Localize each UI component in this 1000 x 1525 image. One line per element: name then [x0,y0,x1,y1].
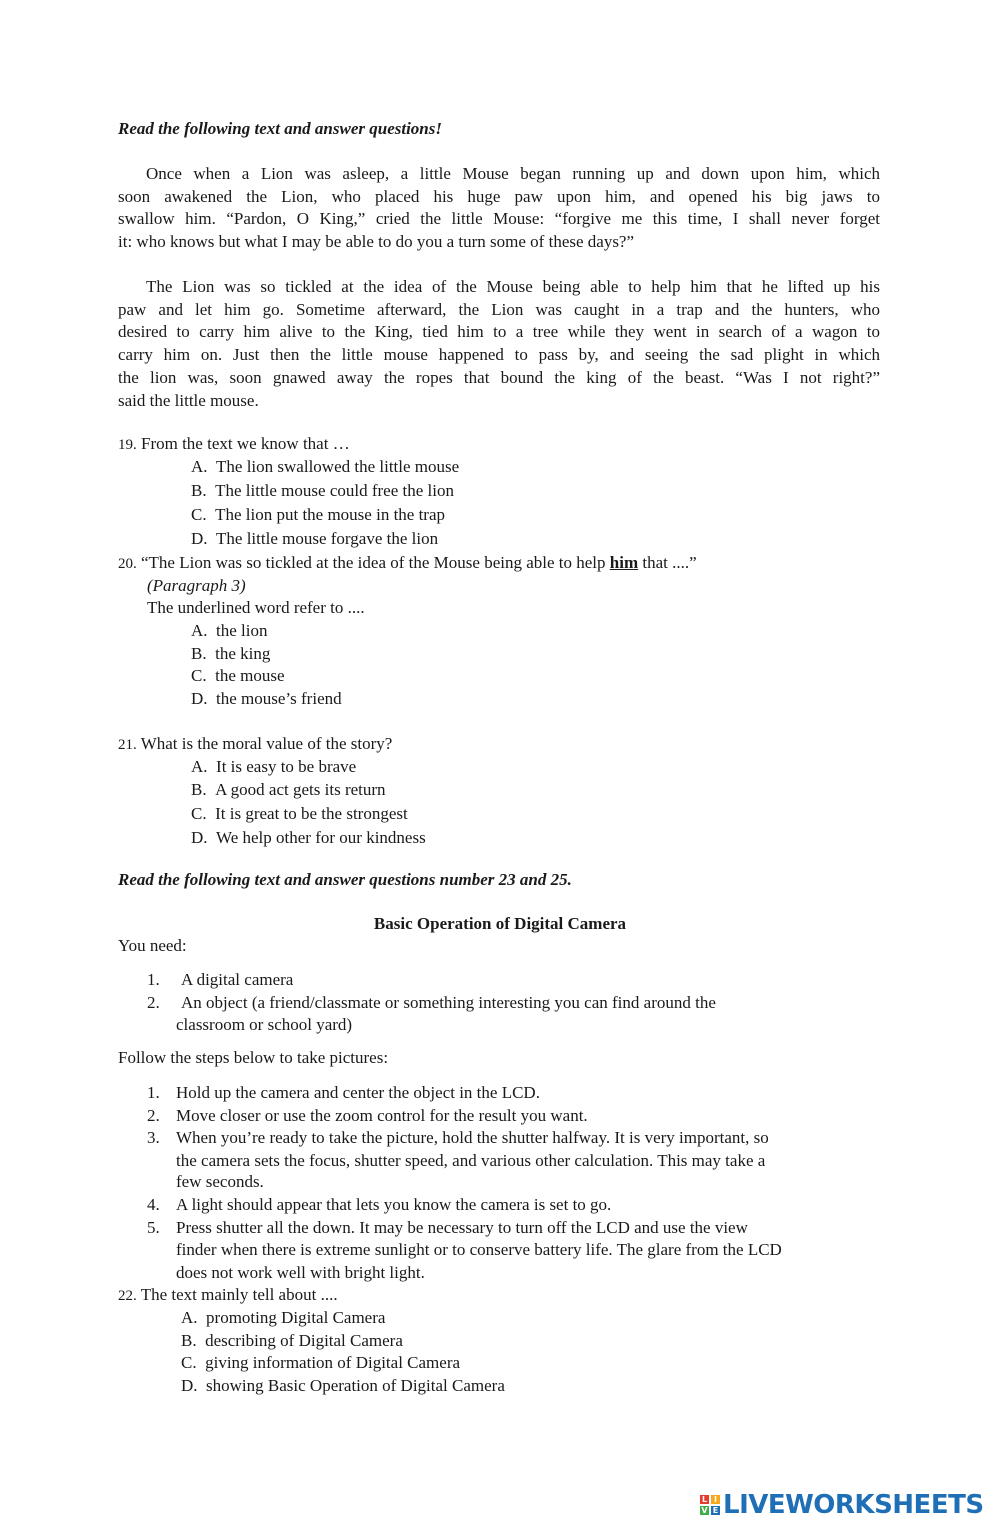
logo-text: LIVEWORKSHEETS [723,1490,984,1520]
option-letter: C. [191,505,207,524]
step-text: When you’re ready to take the picture, hold the shutter halfway. It is very important, so [176,1128,769,1147]
step-text: Move closer or use the zoom control for the result you want. [176,1106,588,1125]
step-number: 1. [147,1083,160,1102]
option-letter: D. [181,1376,198,1395]
option-text: describing of Digital Camera [205,1331,403,1350]
option-letter: A. [191,757,208,776]
option-text: The little mouse forgave the lion [216,529,439,548]
step-text: few seconds. [176,1172,264,1191]
liveworksheets-logo [700,1490,984,1520]
logo-icon [700,1495,720,1515]
option-letter: C. [191,804,207,823]
needs-label: You need: [118,936,187,955]
question-subtext: The underlined word refer to .... [147,598,365,617]
logo-block: L [701,1495,708,1504]
step-text: Press shutter all the down. It may be necessary to turn off the LCD and use the view [176,1218,748,1237]
step-number: 5. [147,1218,160,1237]
logo-block: E [712,1506,719,1515]
option-letter: C. [191,666,207,685]
option-letter: C. [181,1353,197,1372]
option-letter: D. [191,689,208,708]
option-letter: B. [191,481,207,500]
option-text: the mouse’s friend [216,689,342,708]
procedure-title: Basic Operation of Digital Camera [373,914,627,933]
question-number: 21. [118,737,137,753]
q19-option-a[interactable] [191,457,459,477]
option-text: the lion [216,621,268,640]
step-text: finder when there is extreme sunlight or to conserve battery life. The glare from the LCD [176,1240,782,1259]
option-letter: B. [191,644,207,663]
logo-block: I [711,1495,720,1504]
q20-option-a[interactable] [191,621,268,641]
q19-option-b[interactable] [191,481,454,501]
option-text: A good act gets its return [215,780,386,799]
option-text: giving information of Digital Camera [205,1353,461,1372]
q19-option-d[interactable] [191,529,438,549]
step-text: the camera sets the focus, shutter speed, and various other calculation. This may take a [176,1151,766,1170]
option-text: It is easy to be brave [216,757,357,776]
option-letter: A. [191,621,208,640]
steps-label: Follow the steps below to take pictures: [118,1048,389,1067]
need-item-text: An object (a friend/classmate or something interesting you can find around the [181,993,716,1012]
story-paragraph-2 [118,276,880,412]
q21-option-d[interactable] [191,828,426,848]
question-text: The text mainly tell about .... [140,1285,338,1304]
option-text: the king [215,644,271,663]
option-text: The little mouse could free the lion [215,481,454,500]
step-number: 2. [147,1106,160,1125]
q21-option-b[interactable] [191,780,386,800]
step-number: 3. [147,1128,160,1147]
question-number: 19. [118,437,137,453]
story-line: the lion was, soon gnawed away the ropes that bound the king of the beast. “Was I not right?” [118,367,880,387]
story-line: desired to carry him alive to the King, tied him to a tree while they went in search of a wagon to [118,322,880,342]
question-21 [118,734,392,754]
question-text: “The Lion was so tickled at the idea of the Mouse being able to help [141,553,606,572]
q22-option-d[interactable] [181,1376,505,1396]
q20-option-c[interactable] [191,666,285,686]
step-text: Hold up the camera and center the object in the LCD. [176,1083,540,1102]
story-line: said the little mouse. [118,390,259,410]
question-number: 20. [118,556,137,572]
option-letter: B. [181,1331,197,1350]
q20-option-d[interactable] [191,689,342,709]
story-line: carry him on. Just then the little mouse happened to pass by, and seeing the sad plight in which [118,345,880,365]
step-number: 4. [147,1195,160,1214]
option-text: The lion swallowed the little mouse [216,457,460,476]
story-line: soon awakened the Lion, who placed his huge paw upon him, and opened his big jaws to [118,186,880,206]
story-paragraph-1 [118,163,880,254]
option-letter: D. [191,828,208,847]
q19-option-c[interactable] [191,505,445,525]
question-number: 22. [118,1288,137,1304]
option-letter: D. [191,529,208,548]
option-letter: A. [191,457,208,476]
story-line: Once when a Lion was asleep, a little Mouse began running up and down upon him, which [146,164,880,183]
story-line: The Lion was so tickled at the idea of the Mouse being able to help him that he lifted up his [146,277,880,296]
q22-option-a[interactable] [181,1308,385,1328]
q21-option-a[interactable] [191,757,356,777]
step-text: does not work well with bright light. [176,1263,425,1282]
logo-block: V [701,1506,708,1515]
story-line: it: who knows but what I may be able to do you a turn some of these days?” [118,232,635,252]
q21-option-c[interactable] [191,804,408,824]
list-number: 2. [147,993,160,1012]
option-text: the mouse [215,666,285,685]
need-item-text: A digital camera [181,970,294,989]
question-22 [118,1285,338,1305]
q20-option-b[interactable] [191,644,270,664]
question-19 [118,434,350,454]
option-text: The lion put the mouse in the trap [215,505,446,524]
option-letter: B. [191,780,207,799]
question-text: From the text we know that … [141,434,350,453]
option-text: showing Basic Operation of Digital Camera [206,1376,505,1395]
paragraph-reference: (Paragraph 3) [147,576,246,595]
need-item-text: classroom or school yard) [176,1015,353,1034]
instruction-heading-2: Read the following text and answer questions number 23 and 25. [118,870,572,889]
underlined-word: him [609,553,639,572]
story-line: swallow him. “Pardon, O King,” cried the little Mouse: “forgive me this time, I shall never forget [118,209,880,229]
step-text: A light should appear that lets you know the camera is set to go. [176,1195,612,1214]
option-text: We help other for our kindness [216,828,426,847]
question-text-end: that ....” [642,553,697,572]
instruction-heading-1: Read the following text and answer questions! [118,119,442,138]
q22-option-b[interactable] [181,1331,403,1351]
q22-option-c[interactable] [181,1353,460,1373]
option-letter: A. [181,1308,198,1327]
question-20 [118,553,697,573]
need-item [147,993,160,1013]
story-line: paw and let him go. Sometime afterward, the Lion was caught in a trap and the hunters, who [118,299,880,319]
option-text: It is great to be the strongest [215,804,408,823]
option-text: promoting Digital Camera [206,1308,386,1327]
list-number: 1. [147,970,160,989]
question-text: What is the moral value of the story? [140,734,393,753]
need-item [147,970,160,990]
